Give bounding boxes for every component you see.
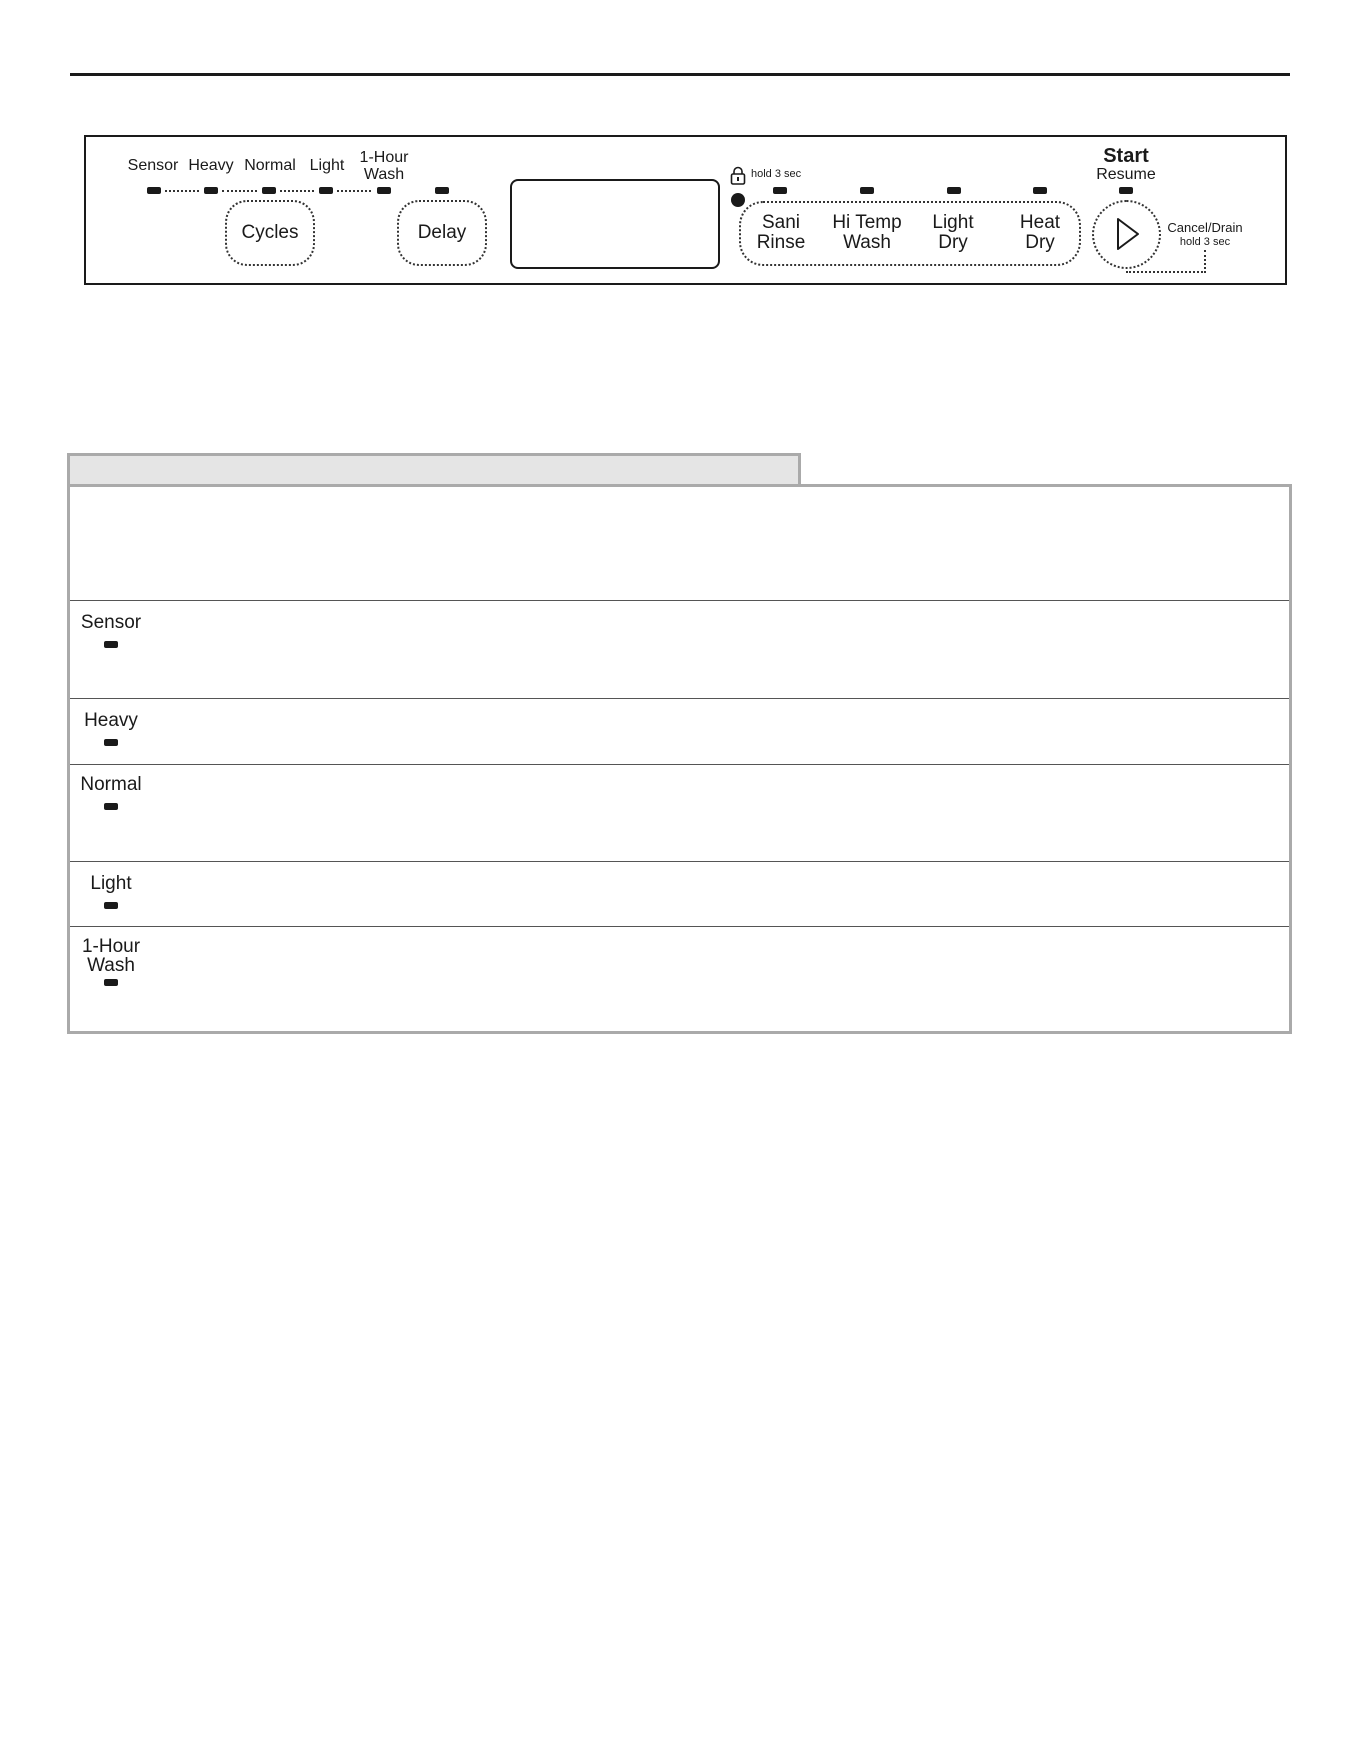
cycle-label-1-hour-line1: 1-Hour — [359, 149, 409, 166]
led-heavy — [204, 187, 218, 194]
cycle-badge-heavy — [80, 709, 142, 750]
led-start — [1119, 187, 1133, 194]
option-label: Rinse — [756, 232, 806, 253]
led-1-hour-wash — [377, 187, 391, 194]
cycle-badge-normal — [78, 773, 144, 814]
led-connector — [337, 190, 371, 192]
option-hi-temp-wash-button[interactable] — [826, 213, 908, 253]
option-label: Heat — [1019, 212, 1061, 233]
table-header-tab — [67, 453, 801, 485]
cycle-badge-1-hour-wash — [80, 935, 142, 990]
cycle-badge-led — [104, 979, 118, 986]
cycle-label-heavy: Heavy — [188, 157, 234, 174]
cycle-badge-led — [104, 902, 118, 909]
led-sani-rinse — [773, 187, 787, 194]
option-light-dry-button[interactable] — [918, 213, 988, 253]
led-connector — [165, 190, 199, 192]
resume-label: Resume — [1096, 166, 1156, 183]
led-delay — [435, 187, 449, 194]
led-hi-temp-wash — [860, 187, 874, 194]
delay-button[interactable]: Delay — [397, 200, 487, 266]
table-row — [70, 600, 1289, 698]
cycle-badge-label: 1-Hour — [81, 936, 141, 957]
table-row — [70, 926, 1289, 1031]
cycle-badge-label: Light — [90, 873, 132, 894]
option-label: Light — [932, 212, 974, 233]
play-icon — [1115, 217, 1141, 251]
status-indicator-dot — [731, 193, 745, 207]
led-normal — [262, 187, 276, 194]
cancel-hold-label: hold 3 sec — [1179, 236, 1231, 248]
cycle-table — [67, 484, 1292, 1034]
led-sensor — [147, 187, 161, 194]
start-label: Start — [1103, 145, 1149, 167]
cycle-label-light: Light — [309, 157, 345, 174]
cycle-badge-led — [104, 739, 118, 746]
option-heat-dry-button[interactable] — [1004, 213, 1076, 253]
option-label: Sani — [761, 212, 801, 233]
option-sani-rinse-button[interactable] — [745, 213, 817, 253]
cycle-badge-sensor — [80, 611, 142, 652]
option-label: Wash — [843, 232, 891, 253]
cycle-badge-label: Heavy — [84, 710, 138, 731]
option-label: Hi Temp — [832, 212, 902, 233]
table-row — [70, 698, 1289, 764]
led-connector — [222, 190, 257, 192]
cycle-badge-label: Sensor — [80, 612, 142, 633]
led-connector — [280, 190, 314, 192]
header-rule — [70, 73, 1290, 76]
display-window — [510, 179, 720, 269]
led-heat-dry — [1033, 187, 1047, 194]
cycle-badge-led — [104, 803, 118, 810]
cycle-badge-label: Wash — [87, 955, 135, 976]
cycle-badge-light — [80, 872, 142, 913]
cycle-label-normal: Normal — [244, 157, 296, 174]
cycle-badge-led — [104, 641, 118, 648]
cancel-bracket — [1126, 250, 1206, 273]
table-row — [70, 861, 1289, 926]
lock-hold-label: hold 3 sec — [751, 168, 802, 180]
table-row — [70, 764, 1289, 861]
cycle-badge-label: Normal — [80, 774, 142, 795]
cycle-label-1-hour-wash — [356, 149, 412, 183]
cycle-label-1-hour-line2: Wash — [363, 166, 405, 183]
cycle-label-sensor: Sensor — [127, 157, 179, 174]
cancel-drain-label[interactable]: Cancel/Drain — [1167, 220, 1243, 235]
option-label: Dry — [938, 232, 968, 253]
cycles-button[interactable]: Cycles — [225, 200, 315, 266]
led-light-dry — [947, 187, 961, 194]
led-light — [319, 187, 333, 194]
lock-icon — [730, 166, 746, 185]
option-label: Dry — [1025, 232, 1055, 253]
